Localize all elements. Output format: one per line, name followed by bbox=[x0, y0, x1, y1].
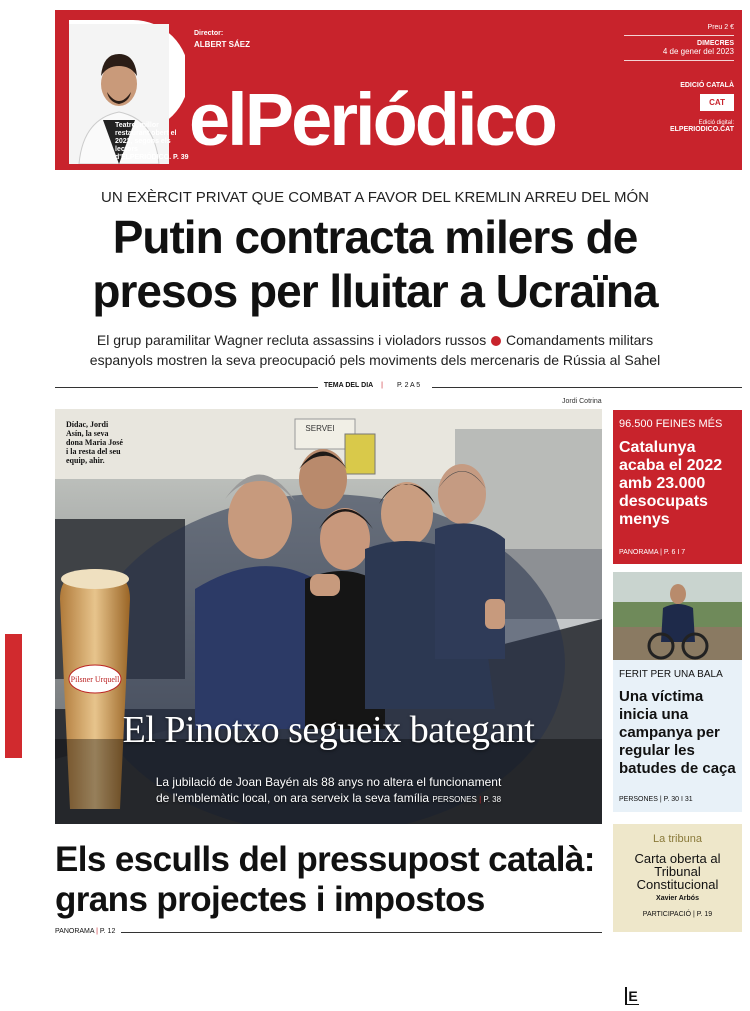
sidebar-kicker: La tribuna bbox=[653, 833, 702, 845]
sidebar-headline: Catalunya acaba el 2022 amb 23.000 desocupats menys bbox=[619, 439, 723, 528]
chef-photo-caption: Teatro, millor restaurant obert el 2022, segons els lectors d'ELPERIÓDICO. P. 39 bbox=[115, 122, 189, 161]
section-reference bbox=[0, 382, 750, 389]
sidebar-box-hunting[interactable] bbox=[613, 572, 742, 812]
sidebar-section: PERSONES bbox=[619, 796, 658, 803]
day-of-week: DIMECRES bbox=[697, 40, 734, 47]
lead-headline[interactable] bbox=[0, 210, 750, 318]
sidebar-author: Xavier Arbós bbox=[656, 895, 699, 902]
photo-story-title[interactable]: El Pinotxo segueix bategant bbox=[122, 709, 535, 751]
margin-marker bbox=[5, 634, 22, 758]
deck-part-1: El grup paramilitar Wagner recluta assassins i violadors russos bbox=[96, 332, 487, 348]
sidebar-box-opinion[interactable] bbox=[613, 824, 742, 932]
section-rule bbox=[55, 932, 602, 933]
sidebar-headline: Carta oberta al Tribunal Constitucional bbox=[634, 851, 721, 892]
photo-sub-line-2: de l'emblemàtic local, on ara serveix la seva família bbox=[155, 791, 430, 805]
sidebar-reference: PERSONES | P. 30 I 31 bbox=[619, 796, 693, 803]
deck-part-2: Comandaments militars bbox=[506, 332, 654, 348]
sidebar-headline: Una víctima inicia una campanya per regular les batudes de caça bbox=[619, 688, 736, 777]
beer-tap-label: Pilsner Urquell bbox=[70, 675, 120, 684]
pinotxo-photo[interactable] bbox=[55, 409, 602, 824]
sidebar-page: P. 30 I 31 bbox=[663, 796, 693, 803]
sidebar-page: P. 19 bbox=[696, 911, 713, 918]
masthead-info bbox=[624, 24, 734, 133]
divider bbox=[624, 35, 734, 36]
issue-date: 4 de gener del 2023 bbox=[662, 47, 734, 56]
bullet-dot-icon bbox=[491, 336, 501, 346]
sidebar-kicker: 96.500 FEINES MÉS bbox=[619, 418, 723, 430]
lead-headline-line-1: Putin contracta milers de bbox=[112, 211, 638, 263]
separator: | bbox=[479, 795, 482, 804]
separator: | bbox=[96, 928, 98, 935]
separator: | bbox=[375, 382, 389, 389]
sidebar-section: PANORAMA bbox=[619, 549, 659, 556]
sidebar-box-unemployment[interactable] bbox=[613, 410, 742, 564]
photo-sub-section: PERSONES bbox=[432, 795, 477, 804]
digital-edition-link[interactable]: ELPERIODICO.CAT bbox=[669, 126, 734, 133]
cat-edition-button[interactable]: CAT bbox=[700, 94, 734, 111]
second-story-section: PANORAMA bbox=[55, 928, 95, 935]
wheelchair-man-photo bbox=[613, 572, 742, 660]
second-story-headline[interactable] bbox=[55, 840, 605, 920]
masthead bbox=[55, 10, 742, 170]
section-pages: P. 2 A 5 bbox=[391, 382, 426, 389]
sidebar-page: P. 6 I 7 bbox=[663, 549, 686, 556]
photo-sub-line-1: La jubilació de Joan Bayén als 88 anys no altera el funcionament bbox=[155, 775, 502, 789]
second-story-page: P. 12 bbox=[99, 928, 116, 935]
photo-credit: Jordi Cotrina bbox=[562, 398, 602, 405]
lead-deck bbox=[0, 330, 750, 370]
photo-sub-page: P. 38 bbox=[483, 795, 502, 804]
director-label: Director: bbox=[194, 30, 224, 37]
lead-kicker: UN EXÈRCIT PRIVAT QUE COMBAT A FAVOR DEL KREMLIN ARREU DEL MÓN bbox=[101, 189, 649, 206]
brand-logo[interactable]: elPeriódico bbox=[189, 78, 555, 161]
sidebar-reference: PANORAMA | P. 6 I 7 bbox=[619, 549, 686, 556]
divider bbox=[624, 60, 734, 61]
sidebar-reference: PARTICIPACIÓ | P. 19 bbox=[642, 911, 713, 918]
photo-caption-note: Dídac, Jordi Asín, la seva dona Maria José i la resta del seu equip, ahir. bbox=[66, 420, 123, 465]
section-name: TEMA DEL DIA bbox=[323, 382, 374, 389]
sidebar-kicker: FERIT PER UNA BALA bbox=[619, 669, 723, 680]
second-headline-line-1: Els esculls del pressupost català: bbox=[55, 840, 595, 879]
edition-label: EDICIÓ CATALÀ bbox=[680, 82, 734, 89]
second-headline-line-2: grans projectes i impostos bbox=[55, 880, 485, 919]
corner-mark: E bbox=[625, 987, 639, 1005]
deck-line-2: espanyols mostren la seva preocupació pels moviments dels mercenaris de Rússia al Sahel bbox=[89, 352, 661, 368]
second-story-reference bbox=[55, 928, 121, 935]
sidebar-section: PARTICIPACIÓ bbox=[642, 911, 692, 918]
photo-story-subtitle bbox=[55, 774, 602, 808]
digital-edition-label: Edició digital: bbox=[698, 120, 734, 126]
kitchen-sign: SERVEI bbox=[305, 424, 335, 433]
lead-headline-line-2: presos per lluitar a Ucraïna bbox=[92, 265, 658, 317]
price: Preu 2 € bbox=[707, 24, 734, 31]
director-name: ALBERT SÁEZ bbox=[194, 40, 250, 49]
